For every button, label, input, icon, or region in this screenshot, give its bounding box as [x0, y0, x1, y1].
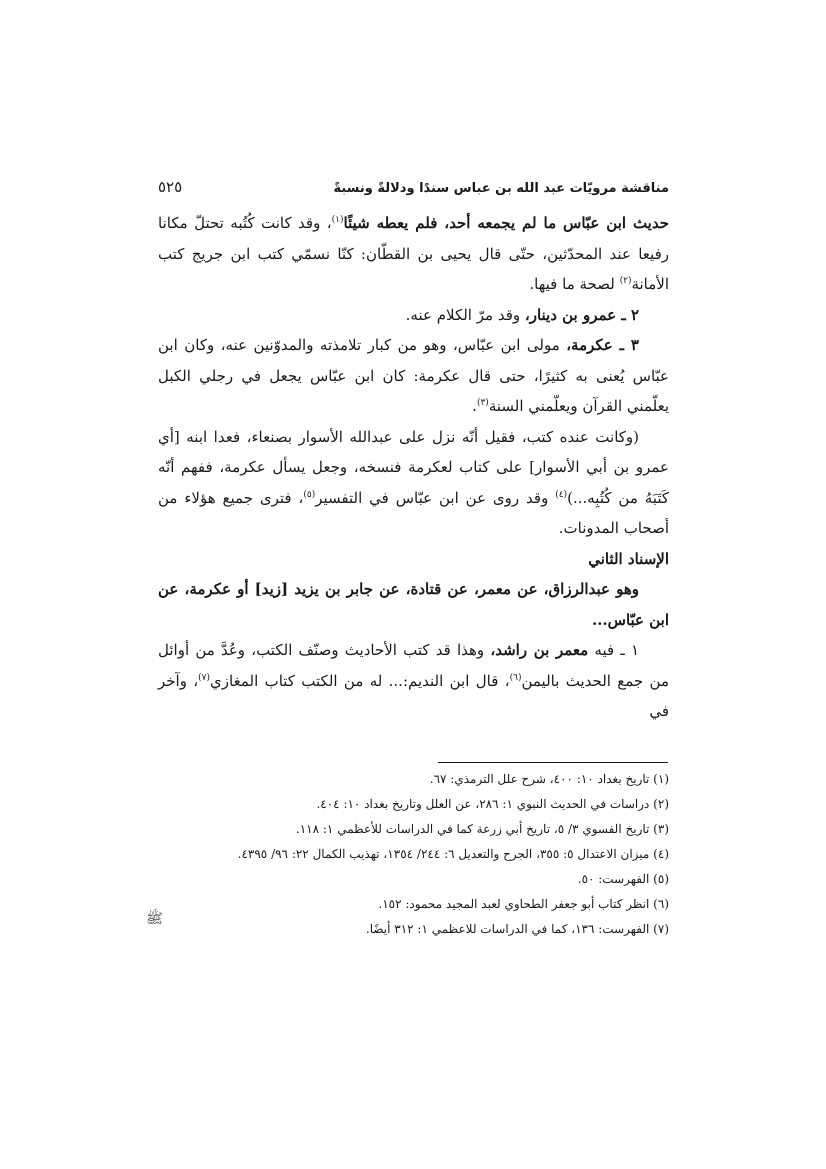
paragraph-text: (وكانت عنده كتب، فقيل أنّه نزل على عبدالله الأسوار بصنعاء، فعدا ابنه [أي عمرو بن أبي الأسوار] على كتاب لعكرمة فنسخه، وجعل يسأل عكرمة، ففهم أنّه كَتَبَهُ من كُتُبِه...): [158, 427, 669, 507]
footnote-ref-2: (٢): [619, 276, 632, 286]
main-text: [158, 208, 669, 727]
footnote-ref-1: (١): [331, 215, 344, 225]
paragraph-text: ، فترى جميع هؤلاء من أصحاب المدونات.: [158, 488, 669, 537]
bold-phrase: ٣ ـ عكرمة،: [566, 336, 639, 354]
page-number: ٥٢٥: [158, 178, 183, 196]
isnad-paragraph: وهو عبدالرزاق، عن معمر، عن قتادة، عن جابر بن يزيد [زيد] أو عكرمة، عن ابن عبّاس...: [158, 580, 669, 629]
paragraph-text: ، وآخر في: [158, 671, 669, 720]
bold-phrase: ٢ ـ عمرو بن دينار،: [524, 305, 639, 324]
footnote-ref-6: (٦): [509, 672, 522, 683]
footnote-1: (١) تاريخ بغداد ١٠: ٤٠٠، شرح علل الترمذي: ٦٧.: [429, 772, 669, 786]
footnotes: [158, 767, 669, 942]
paragraph-1: [158, 208, 669, 300]
footnote-separator: [438, 762, 668, 763]
paragraph-text: لصحة ما فيها.: [529, 275, 620, 293]
paragraph-text: ، وقد كانت كُتُبه تحتلّ مكانا رفيعا عند المحدّثين، حتّى قال يحيى بن القطّان: كنّا نسمّي كتب ابن جريج كتب الأمانة: [158, 214, 669, 293]
paragraph-2: [158, 300, 669, 331]
paragraph-text: .: [472, 397, 477, 415]
paragraph-text: وهذا قد كتب الأحاديث وصنّف الكتب، وعُدَّ من أوائل من جمع الحديث باليمن: [158, 641, 669, 690]
footnote-2: (٢) دراسات في الحديث النبوي ١: ٢٨٦، عن العلل وتاريخ بغداد ١٠: ٤٠٤.: [316, 797, 669, 811]
footnote-7: (٧) الفهرست: ١٣٦، كما في الدراسات للاعظمي ١: ٣١٢ أيضًا.: [365, 922, 669, 936]
footnote-3: (٣) تاريخ الفسوي ٣/ ٥، تاريخ أبي زرعة كما في الدراسات للأعظمي ١: ١١٨.: [295, 822, 669, 836]
footnote-ref-4: (٤): [555, 489, 568, 500]
paragraph-4: [158, 422, 669, 544]
footnote-6: (٦) انظر كتاب أبو جعفر الطحاوي لعبد المجيد محمود: ١٥٢.: [378, 897, 669, 911]
paragraph-text: ، قال ابن النديم:... له من الكتب كتاب المغازي: [210, 671, 510, 690]
paragraph-3: [158, 330, 669, 422]
paragraph-text: وقد مرّ الكلام عنه.: [405, 305, 525, 324]
footnote-ref-3: (٣): [476, 398, 489, 408]
bottom-mark: ﷺ: [146, 911, 163, 927]
bold-phrase: معمر بن راشد،: [490, 641, 589, 659]
paragraph-text: مولى ابن عبّاس، وهو من كبار تلامذته والمدوّنين عنه، وكان ابن عبّاس يُعنى به كثيرًا، حتى قال عكرمة: كان ابن عبّاس يجعل في رجلي الكبل يعلّمني القرآن ويعلّمني السنة: [158, 336, 669, 415]
footnote-4: (٤) ميزان الاعتدال ٥: ٣٥٥، الجرح والتعديل ٦: ٢٤٤/ ١٣٥٤، تهذيب الكمال ٢٢: ٩٦/ ٤٣٩٥.: [237, 847, 669, 861]
section-heading: الإسناد الثاني: [588, 549, 669, 568]
footnote-ref-7: (٧): [198, 672, 211, 683]
footnote-ref-5: (٥): [303, 489, 316, 500]
running-title: مناقشة مرويّات عبد الله بن عباس سندًا ودلالةً ونسبةً: [333, 181, 669, 196]
bold-phrase: حديث ابن عبّاس ما لم يجمعه أحد، فلم يعطه شيئًا: [343, 214, 670, 232]
paragraph-6: [158, 635, 669, 727]
paragraph-text: وقد روى عن ابن عبّاس في التفسير: [315, 488, 556, 507]
footnote-5: (٥) الفهرست: ٥٠.: [577, 872, 669, 886]
paragraph-text: ١ ـ فيه: [588, 641, 640, 659]
page-header: [158, 178, 669, 202]
